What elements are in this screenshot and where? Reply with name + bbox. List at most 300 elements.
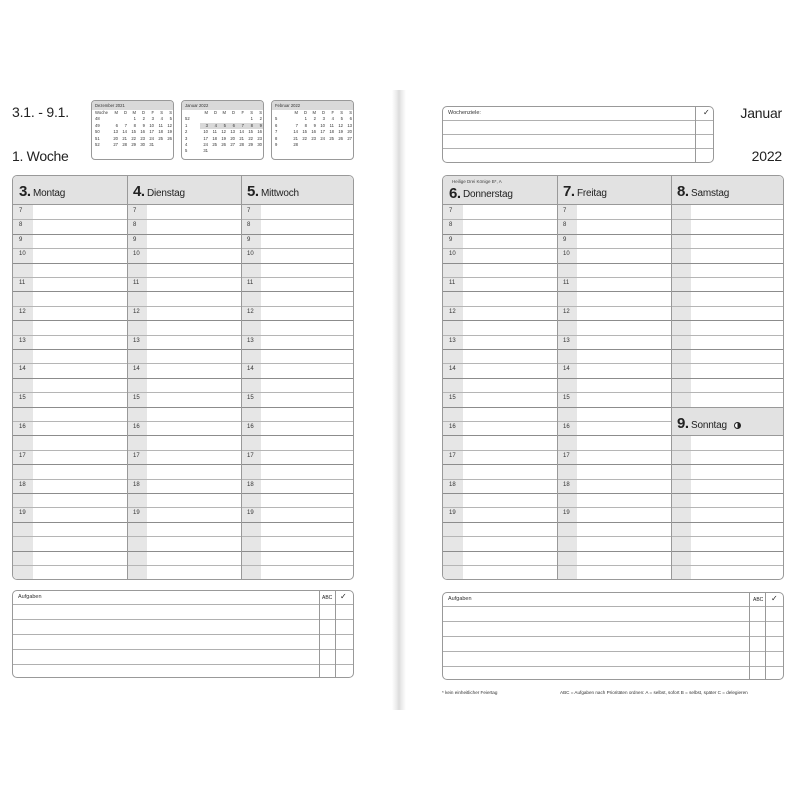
mini-calendar-grid <box>92 110 173 148</box>
hour-line <box>241 219 354 220</box>
month-label: Januar <box>740 105 782 121</box>
mini-calendar-day: 31 <box>149 141 154 147</box>
hour-line <box>557 464 671 465</box>
hour-line <box>671 349 784 350</box>
hour-line <box>13 450 127 451</box>
mini-calendar-day: 14 <box>122 129 127 135</box>
week-number-label: 1. Woche <box>12 148 69 164</box>
hour-line <box>443 464 557 465</box>
hour-line <box>13 421 127 422</box>
task-column-divider <box>335 591 336 677</box>
hour-label: 18 <box>19 481 26 488</box>
mini-calendar-day: 25 <box>212 141 217 147</box>
hour-label: 15 <box>19 395 26 402</box>
mini-calendar-day: 13 <box>230 129 235 135</box>
mini-calendar-day: 8 <box>133 122 136 128</box>
hour-line <box>671 219 784 220</box>
day-header <box>443 176 557 205</box>
day-name: Samstag <box>691 188 730 199</box>
hour-line <box>13 407 127 408</box>
hour-line <box>127 536 241 537</box>
task-line <box>443 636 783 637</box>
mini-calendar-day: 30 <box>140 141 145 147</box>
mini-calendar-day: 14 <box>293 129 298 135</box>
hour-line <box>127 320 241 321</box>
mini-calendar-week-number: 7 <box>275 129 278 135</box>
hour-label: 7 <box>449 208 453 214</box>
mini-calendar-day: 11 <box>212 129 217 135</box>
hour-line <box>443 479 557 480</box>
hour-line <box>671 579 784 580</box>
mini-calendar-day: 10 <box>320 122 325 128</box>
mini-calendar-day: 14 <box>239 129 244 135</box>
hour-line <box>557 349 671 350</box>
hour-label: 11 <box>563 280 570 286</box>
mini-calendar-header-cell: D <box>213 110 217 115</box>
mini-calendar-day: 21 <box>239 135 244 141</box>
check-icon: ✓ <box>771 594 778 603</box>
mini-calendar-header-cell: S <box>259 110 262 115</box>
mini-calendar-title: Dezember 2021 <box>92 101 173 110</box>
left-tasks-box <box>12 590 354 678</box>
mini-calendar-day: 8 <box>304 122 307 128</box>
hour-line <box>241 536 354 537</box>
mini-calendar-grid <box>272 110 353 148</box>
hour-label: 10 <box>247 251 254 258</box>
mini-calendar-day <box>236 148 245 154</box>
task-line <box>13 619 353 620</box>
week-date-range: 3.1. - 9.1. <box>12 104 69 120</box>
mini-calendar-day: 15 <box>131 129 136 135</box>
hour-line <box>671 536 784 537</box>
mini-calendar-header-cell: M <box>294 110 298 115</box>
mini-calendar-header-cell: F <box>331 110 334 115</box>
hour-line <box>671 291 784 292</box>
hour-label: 16 <box>133 424 140 430</box>
hour-line <box>13 479 127 480</box>
hour-label: 12 <box>19 308 26 315</box>
mini-calendar-week-number: 5 <box>185 148 188 154</box>
day-column-freitag <box>557 176 671 579</box>
hour-line <box>557 234 671 235</box>
goal-column-divider <box>695 107 696 162</box>
mini-calendar-week-number: 6 <box>275 122 278 128</box>
mini-calendar-day: 12 <box>221 129 226 135</box>
hour-line <box>241 349 354 350</box>
mini-calendar-day: 16 <box>311 129 316 135</box>
mini-calendar-header-cell: S <box>169 110 172 115</box>
mini-calendar-day: 11 <box>158 122 163 128</box>
day-header <box>127 176 241 205</box>
hour-line <box>127 335 241 336</box>
mini-calendar-day: 9 <box>254 123 263 129</box>
hour-line <box>241 464 354 465</box>
mini-calendar-day <box>308 142 317 148</box>
hour-line <box>13 363 127 364</box>
hour-label: 13 <box>449 337 456 344</box>
hour-line <box>241 378 354 379</box>
day-number: 3. <box>19 183 31 200</box>
mini-calendar-day <box>299 142 308 148</box>
mini-calendar-day: 2 <box>142 116 145 122</box>
mini-calendar-day <box>245 148 254 154</box>
mini-calendar-day: 2 <box>313 116 316 122</box>
goal-line <box>443 120 713 121</box>
hour-line <box>127 421 241 422</box>
hour-label: 7 <box>563 208 567 214</box>
hour-line <box>13 435 127 436</box>
hour-label: 19 <box>563 510 570 517</box>
hour-line <box>443 392 557 393</box>
hour-line <box>557 421 671 422</box>
day-name: Dienstag <box>147 188 185 199</box>
column-divider <box>671 176 672 579</box>
column-divider <box>241 176 242 579</box>
hour-line <box>671 277 784 278</box>
left-days-grid <box>12 175 354 580</box>
mini-calendar-header-cell: S <box>349 110 352 115</box>
day-header <box>671 176 784 205</box>
day-name: Sonntag <box>691 420 727 432</box>
mini-calendar-day: 13 <box>113 129 118 135</box>
day-column-dienstag <box>127 176 241 579</box>
hour-line <box>241 421 354 422</box>
mini-calendar-week-number: 49 <box>95 122 100 128</box>
mini-calendar-day <box>227 148 236 154</box>
day-column-donnerstag <box>443 176 557 579</box>
day-number: 6. <box>449 185 461 202</box>
mini-calendar-day: 28 <box>122 141 127 147</box>
mini-calendar-day: 30 <box>257 141 262 147</box>
day-number: 9. <box>677 415 689 433</box>
hour-line <box>127 551 241 552</box>
priority-symbol: ABC <box>322 595 333 601</box>
hour-line <box>671 378 784 379</box>
weekly-goals-box <box>442 106 714 163</box>
goal-line <box>443 134 713 135</box>
hour-label: 10 <box>563 251 570 258</box>
hour-label: 9 <box>19 236 23 243</box>
mini-calendar-day: 9 <box>313 122 316 128</box>
mini-calendar-title: Februar 2022 <box>272 101 353 110</box>
hour-label: 19 <box>133 510 140 517</box>
hour-line <box>671 507 784 508</box>
mini-calendar-week-number: 4 <box>185 141 188 147</box>
mini-calendar-day <box>317 142 326 148</box>
mini-calendar-day: 22 <box>302 135 307 141</box>
hour-line <box>443 277 557 278</box>
hour-line <box>557 522 671 523</box>
weekly-goals-title: Wochenziele: <box>448 110 481 116</box>
mini-calendar-week-number: 5 <box>275 116 278 122</box>
hour-line <box>13 291 127 292</box>
mini-calendar-day: 2 <box>259 116 262 122</box>
hour-label: 11 <box>19 280 26 286</box>
hour-line <box>557 565 671 566</box>
hour-line <box>13 263 127 264</box>
mini-calendar-day: 1 <box>250 116 253 122</box>
day-header <box>557 176 671 205</box>
hour-line <box>557 536 671 537</box>
mini-calendar-week-number: 52 <box>185 116 190 122</box>
mini-calendar-day: 15 <box>248 129 253 135</box>
mini-calendar-header-cell: M <box>312 110 316 115</box>
mini-calendar <box>181 100 264 160</box>
mini-calendar-day <box>155 142 164 148</box>
hour-line <box>13 536 127 537</box>
hour-label: 19 <box>247 510 254 517</box>
hour-line <box>241 291 354 292</box>
hour-line <box>241 234 354 235</box>
hour-line <box>13 392 127 393</box>
mini-calendar-day: 22 <box>248 135 253 141</box>
hour-label: 9 <box>133 236 137 243</box>
hour-label: 12 <box>449 308 456 315</box>
day-column-mittwoch <box>241 176 354 579</box>
task-line <box>443 666 783 667</box>
hour-label: 19 <box>19 510 26 517</box>
hour-line <box>557 335 671 336</box>
hour-line <box>443 507 557 508</box>
hour-line <box>241 579 354 580</box>
mini-calendar-day: 26 <box>221 141 226 147</box>
hour-line <box>443 248 557 249</box>
mini-calendar <box>271 100 354 160</box>
day-name: Donnerstag <box>463 189 513 200</box>
mini-calendar-day <box>254 148 263 154</box>
hour-label: 15 <box>247 395 254 402</box>
hour-line <box>127 349 241 350</box>
hour-label: 9 <box>449 236 453 243</box>
hour-line <box>443 522 557 523</box>
mini-calendar-day: 8 <box>245 123 254 129</box>
hour-line <box>127 378 241 379</box>
mini-calendar-header-cell: Woche <box>95 110 108 115</box>
mini-calendar-day: 6 <box>227 123 236 129</box>
day-header <box>241 176 354 205</box>
hour-line <box>241 551 354 552</box>
task-line <box>13 634 353 635</box>
mini-calendar-day: 25 <box>158 135 163 141</box>
hour-line <box>13 464 127 465</box>
hour-line <box>13 565 127 566</box>
mini-calendar-day: 28 <box>293 141 298 147</box>
mini-calendar-day <box>164 142 173 148</box>
mini-calendar-header-cell: F <box>241 110 244 115</box>
hour-line <box>13 493 127 494</box>
mini-calendar-day: 15 <box>302 129 307 135</box>
hour-line <box>443 291 557 292</box>
task-line <box>443 606 783 607</box>
mini-calendar-day: 19 <box>338 129 343 135</box>
hour-label: 7 <box>247 208 251 214</box>
mini-calendar-week-number: 1 <box>185 122 188 128</box>
hour-line <box>443 349 557 350</box>
hour-line <box>557 363 671 364</box>
mini-calendar-header-cell: D <box>303 110 307 115</box>
year-label: 2022 <box>751 148 782 164</box>
mini-calendar-week-number: 9 <box>275 141 278 147</box>
hour-label: 15 <box>133 395 140 402</box>
mini-calendar-day: 17 <box>203 135 208 141</box>
mini-calendar-grid <box>182 110 263 155</box>
hour-line <box>443 536 557 537</box>
hour-line <box>443 263 557 264</box>
hour-line <box>671 320 784 321</box>
day-number: 8. <box>677 183 689 200</box>
hour-line <box>13 522 127 523</box>
hour-line <box>557 248 671 249</box>
hour-label: 16 <box>563 424 570 430</box>
hour-line <box>127 407 241 408</box>
mini-calendar-header-cell: S <box>160 110 163 115</box>
hour-line <box>13 349 127 350</box>
hour-line <box>671 392 784 393</box>
mini-calendar-day: 3 <box>151 116 154 122</box>
hour-line <box>557 551 671 552</box>
hour-line <box>443 407 557 408</box>
mini-calendar-week-number: 52 <box>95 141 100 147</box>
mini-calendar-day: 12 <box>167 122 172 128</box>
day-number: 7. <box>563 183 575 200</box>
mini-calendar-day: 10 <box>149 122 154 128</box>
mini-calendar-day: 1 <box>133 116 136 122</box>
hour-line <box>443 306 557 307</box>
hour-line <box>557 291 671 292</box>
hour-line <box>443 450 557 451</box>
hour-line <box>557 450 671 451</box>
mini-calendar-header-cell: M <box>222 110 226 115</box>
hour-line <box>127 450 241 451</box>
hour-line <box>13 579 127 580</box>
hour-line <box>127 522 241 523</box>
hour-line <box>557 320 671 321</box>
hour-label: 12 <box>133 308 140 315</box>
mini-calendar-day: 18 <box>329 129 334 135</box>
mini-calendar-day: 26 <box>338 135 343 141</box>
day-name: Freitag <box>577 188 607 199</box>
hour-label: 10 <box>133 251 140 258</box>
hour-label: 16 <box>449 424 456 430</box>
mini-calendar-day: 24 <box>203 141 208 147</box>
mini-calendar-day: 18 <box>158 129 163 135</box>
hour-line <box>241 248 354 249</box>
mini-calendar-week-number: 3 <box>185 135 188 141</box>
hour-label: 9 <box>563 236 567 243</box>
hour-line <box>241 522 354 523</box>
mini-calendar-day: 6 <box>349 116 352 122</box>
hour-line <box>241 479 354 480</box>
hour-label: 7 <box>133 208 137 214</box>
mini-calendar-day: 23 <box>311 135 316 141</box>
mini-calendar-day: 4 <box>160 116 163 122</box>
mini-calendar-day: 20 <box>113 135 118 141</box>
mini-calendar-day: 21 <box>293 135 298 141</box>
hour-label: 13 <box>247 337 254 344</box>
hour-line <box>13 335 127 336</box>
mini-calendar <box>91 100 174 160</box>
hour-label: 18 <box>247 481 254 488</box>
task-line <box>13 604 353 605</box>
task-column-divider <box>749 593 750 679</box>
hour-label: 8 <box>19 222 23 229</box>
first-quarter-moon-icon <box>734 422 741 429</box>
mini-calendar-day: 26 <box>167 135 172 141</box>
hour-line <box>443 335 557 336</box>
hour-line <box>127 291 241 292</box>
hour-line <box>13 507 127 508</box>
hour-label: 8 <box>563 222 567 229</box>
hour-line <box>13 277 127 278</box>
hour-line <box>443 421 557 422</box>
mini-calendar-day: 17 <box>320 129 325 135</box>
mini-calendar-header-cell: M <box>114 110 118 115</box>
mini-calendar-day: 22 <box>131 135 136 141</box>
right-tasks-box <box>442 592 784 680</box>
mini-calendar-week-number: 8 <box>275 135 278 141</box>
hour-line <box>671 306 784 307</box>
hour-line <box>127 277 241 278</box>
hour-label: 16 <box>247 424 254 430</box>
day-column-montag <box>13 176 127 579</box>
mini-calendar-day: 21 <box>122 135 127 141</box>
hour-line <box>13 378 127 379</box>
hour-line <box>241 450 354 451</box>
day-name: Mittwoch <box>261 188 299 199</box>
hour-line <box>443 219 557 220</box>
hour-label: 13 <box>19 337 26 344</box>
hour-line <box>557 479 671 480</box>
mini-calendar-day: 7 <box>295 122 298 128</box>
hour-label: 18 <box>563 481 570 488</box>
mini-calendar-day: 3 <box>200 123 209 129</box>
mini-calendar-week-number: 2 <box>185 129 188 135</box>
mini-calendar-day <box>218 148 227 154</box>
mini-calendar-day <box>335 142 344 148</box>
mini-calendar-header-cell: M <box>204 110 208 115</box>
mini-calendar-day <box>209 148 218 154</box>
mini-calendar-week-number: 51 <box>95 135 100 141</box>
hour-label: 19 <box>449 510 456 517</box>
mini-calendar-day: 7 <box>124 122 127 128</box>
hour-label: 18 <box>449 481 456 488</box>
hour-label: 17 <box>449 452 456 459</box>
mini-calendar-title: Januar 2022 <box>182 101 263 110</box>
day-column-samstag <box>671 176 784 579</box>
hour-label: 11 <box>449 280 456 286</box>
mini-calendar-day: 27 <box>230 141 235 147</box>
hour-line <box>127 219 241 220</box>
mini-calendar-day: 25 <box>329 135 334 141</box>
mini-calendar-day: 19 <box>221 135 226 141</box>
hour-line <box>13 234 127 235</box>
hour-line <box>671 335 784 336</box>
hour-label: 17 <box>563 452 570 459</box>
mini-calendar-day: 29 <box>131 141 136 147</box>
mini-calendar-day: 19 <box>167 129 172 135</box>
mini-calendar-day <box>326 142 335 148</box>
mini-calendar-day: 13 <box>347 122 352 128</box>
hour-line <box>13 219 127 220</box>
hour-line <box>671 450 784 451</box>
hour-line <box>127 464 241 465</box>
hour-line <box>443 565 557 566</box>
hour-line <box>443 493 557 494</box>
right-days-grid <box>442 175 784 580</box>
day-header <box>13 176 127 205</box>
goal-line <box>443 148 713 149</box>
hour-line <box>671 263 784 264</box>
